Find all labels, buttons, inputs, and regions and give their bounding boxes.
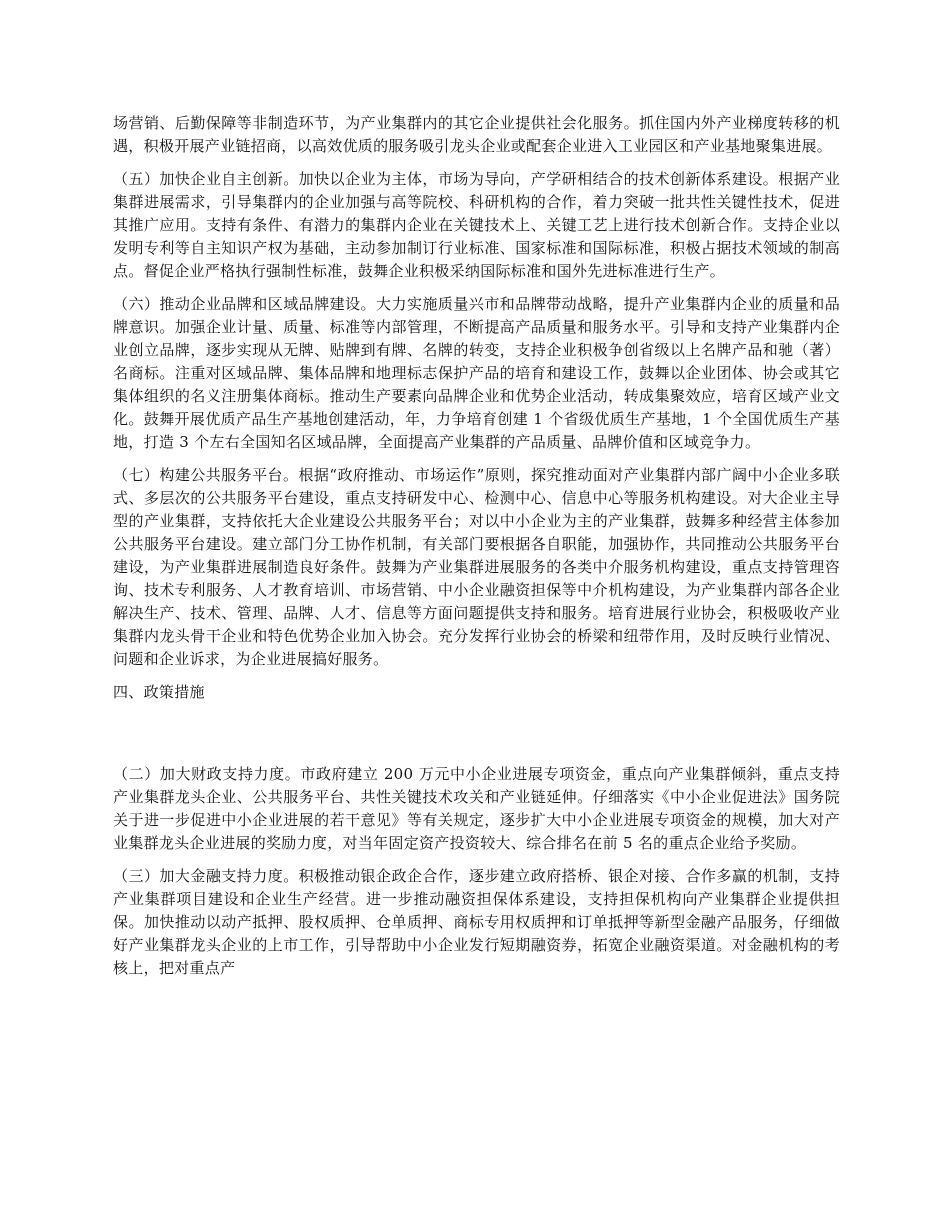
paragraph-section-6: （六）推动企业品牌和区域品牌建设。大力实施质量兴市和品牌带动战略，提升产业集群内企业的质量和品牌意识。加强企业计量、质量、标准等内部管理，不断提高产品质量和服务水平。引导和支持产业集群内企业创立品牌，逐步实现从无牌、贴牌到有牌、名牌的转变，支持企业积极争创省级以上名牌产品和驰（著）名商标。注重对区域品牌、集体品牌和地理标志保护产品的培育和建设工作，鼓舞以企业团体、协会或其它集体组织的名义注册集体商标。推动生产要素向品牌企业和优势企业活动，转成集聚效应，培育区域产业文化。鼓舞开展优质产品生产基地创建活动，年，力争培育创建 1 个省级优质生产基地，1 个全国优质生产基地，打造 3 个左右全国知名区域品牌，全面提高产业集群的产品质量、品牌价值和区域竞争力。 <box>113 295 840 451</box>
paragraph-section-7: （七）构建公共服务平台。根据“政府推动、市场运作”原则，探究推动面对产业集群内部广阔中小企业多联式、多层次的公共服务平台建设，重点支持研发中心、检测中心、信息中心等服务机构建设。对大企业主导型的产业集群，支持依托大企业建设公共服务平台；对以中小企业为主的产业集群，鼓舞多种经营主体参加公共服务平台建设。建立部门分工协作机制，有关部门要根据各自职能，加强协作，共同推动公共服务平台建设，为产业集群进展制造良好条件。鼓舞为产业集群进展服务的各类中介服务机构建设，重点支持管理咨询、技术专利服务、人才教育培训、市场营销、中小企业融资担保等中介机构建设，为产业集群内部各企业解决生产、技术、管理、品牌、人才、信息等方面问题提供支持和服务。培育进展行业协会，积极吸收产业集群内龙头骨干企业和特色优势企业加入协会。充分发挥行业协会的桥梁和纽带作用，及时反映行业情况、问题和企业诉求，为企业进展搞好服务。 <box>113 466 840 668</box>
section-heading-policy: 四、政策措施 <box>113 683 205 701</box>
paragraph-policy-3: （三）加大金融支持力度。积极推动银企政企合作，逐步建立政府搭桥、银企对接、合作多赢的机制，支持产业集群项目建设和企业生产经营。进一步推动融资担保体系建设，支持担保机构向产业集群企业提供担保。加快推动以动产抵押、股权质押、仓单质押、商标专用权质押和订单抵押等新型金融产品服务，仔细做好产业集群龙头企业的上市工作，引导帮助中小企业发行短期融资券，拓宽企业融资渠道。对金融机构的考核上，把对重点产 <box>113 867 840 977</box>
blank-space <box>113 714 840 763</box>
paragraph-policy-2: （二）加大财政支持力度。市政府建立 200 万元中小企业进展专项资金，重点向产业集群倾斜，重点支持产业集群龙头企业、公共服务平台、共性关键技术攻关和产业链延伸。仔细落实《中小企业促进法》国务院关于进一步促进中小企业进展的若干意见》等有关规定，逐步扩大中小企业进展专项资金的规模，加大对产业集群龙头企业进展的奖励力度，对当年固定资产投资较大、综合排名在前 5 名的重点企业给予奖励。 <box>113 765 840 852</box>
paragraph-section-5: （五）加快企业自主创新。加快以企业为主体，市场为导向，产学研相结合的技术创新体系建设。根据产业集群进展需求，引导集群内的企业加强与高等院校、科研机构的合作，着力突破一批共性关键性技术，促进其推广应用。支持有条件、有潜力的集群内企业在关键技术上、关键工艺上进行技术创新合作。支持企业以发明专利等自主知识产权为基础，主动参加制订行业标准、国家标准和国际标准，积极占据技术领域的制高点。督促企业严格执行强制性标准，鼓舞企业积极采纳国际标准和国外先进标准进行生产。 <box>113 170 840 280</box>
paragraph-continuation: 场营销、后勤保障等非制造环节，为产业集群内的其它企业提供社会化服务。抓住国内外产业梯度转移的机遇，积极开展产业链招商，以高效优质的服务吸引龙头企业或配套企业进入工业园区和产业基地聚集进展。 <box>113 114 840 155</box>
document-page <box>113 112 840 990</box>
